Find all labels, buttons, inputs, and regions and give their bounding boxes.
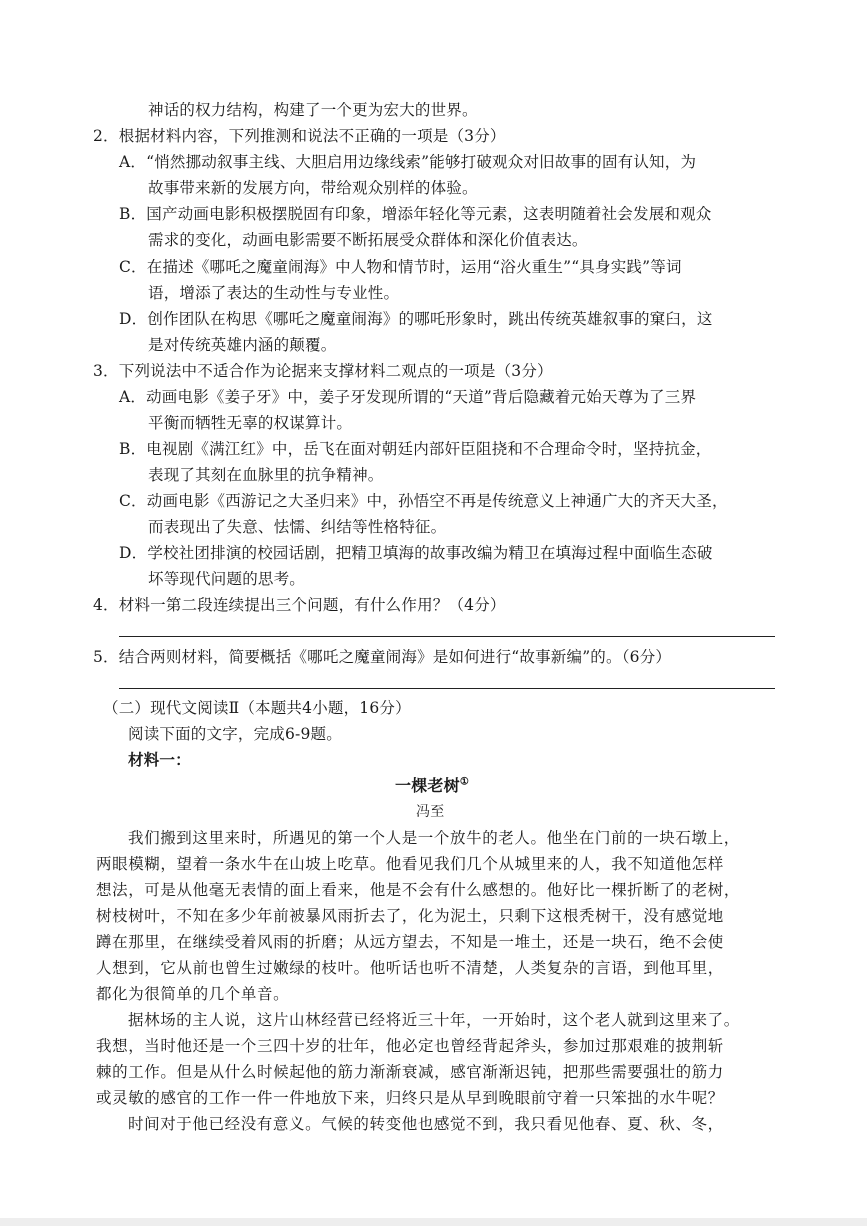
essay-paragraph-line: 蹲在那里，在继续受着风雨的折磨；从远方望去，不知是一堆土，还是一块石，绝不会使	[96, 933, 724, 951]
answer-line-q4	[119, 636, 775, 637]
essay-paragraph-line: 或灵敏的感官的工作一件一件地放下来，归终只是从早到晚眼前守着一只笨拙的水牛呢？	[96, 1089, 724, 1107]
essay-paragraph-line: 我想，当时他还是一个三四十岁的壮年，他必定也曾经背起斧头，参加过那艰难的披荆斩	[96, 1037, 724, 1055]
essay-paragraph-line: 都化为很简单的几个单音。	[96, 985, 290, 1003]
question-5-stem: 5．结合两则材料，简要概括《哪吒之魔童闹海》是如何进行“故事新编”的。（6分）	[93, 648, 672, 666]
essay-paragraph-line: 时间对于他已经没有意义。气候的转变他也感觉不到，我只看见他春、夏、秋、冬，	[128, 1115, 724, 1133]
essay-author: 冯至	[416, 804, 445, 820]
question-2-option-c: C．在描述《哪吒之魔童闹海》中人物和情节时，运用“浴火重生”“具身实践”等词	[119, 258, 682, 276]
question-2-option-c-cont: 语，增添了表达的生动性与专业性。	[148, 284, 400, 302]
page-bottom-band	[0, 1218, 867, 1226]
question-3-option-c: C．动画电影《西游记之大圣归来》中，孙悟空不再是传统意义上神通广大的齐天大圣，	[119, 492, 728, 510]
question-2-option-a-cont: 故事带来新的发展方向，带给观众别样的体验。	[148, 179, 478, 197]
question-3-option-d: D．学校社团排演的校园话剧，把精卫填海的故事改编为精卫在填海过程中面临生态破	[119, 544, 713, 562]
answer-line-q5	[119, 688, 775, 689]
question-3-option-c-cont: 而表现出了失意、怯懦、纠结等性格特征。	[148, 518, 447, 536]
material-label: 材料一：	[128, 750, 191, 769]
essay-paragraph-line: 我们搬到这里来时，所遇见的第一个人是一个放牛的老人。他坐在门前的一块石墩上，	[128, 829, 740, 847]
question-3-option-b-cont: 表现了其刻在血脉里的抗争精神。	[148, 466, 384, 484]
question-3-option-b: B．电视剧《满江红》中，岳飞在面对朝廷内部奸臣阻挠和不合理命令时，坚持抗金，	[119, 440, 712, 458]
essay-paragraph-line: 棘的工作。但是从什么时候起他的筋力渐渐衰减，感官渐渐迟钝，把那些需要强壮的筋力	[96, 1063, 724, 1081]
question-2-option-a: A．“悄然挪动叙事主线、大胆启用边缘线索”能够打破观众对旧故事的固有认知，为	[119, 153, 697, 171]
q1-option-d-continuation: 神话的权力结构，构建了一个更为宏大的世界。	[148, 101, 478, 119]
question-3-option-d-cont: 坏等现代问题的思考。	[148, 570, 306, 588]
question-2-option-d: D．创作团队在构思《哪吒之魔童闹海》的哪吒形象时，跳出传统英雄叙事的窠臼，这	[119, 310, 713, 328]
question-2-option-d-cont: 是对传统英雄内涵的颠覆。	[148, 336, 337, 354]
section-2-instruction: 阅读下面的文字，完成6-9题。	[128, 725, 342, 743]
section-2-header: （二）现代文阅读Ⅱ（本题共4小题，16分）	[103, 699, 411, 717]
essay-title: 一棵老树	[395, 776, 460, 795]
question-3-stem: 3．下列说法中不适合作为论据来支撑材料二观点的一项是（3分）	[93, 362, 553, 380]
question-3-option-a-cont: 平衡而牺牲无辜的权谋算计。	[148, 414, 353, 432]
question-2-option-b: B．国产动画电影积极摆脱固有印象，增添年轻化等元素，这表明随着社会发展和观众	[119, 205, 712, 223]
essay-paragraph-line: 两眼模糊，望着一条水牛在山坡上吃草。他看见我们几个从城里来的人，我不知道他怎样	[96, 855, 724, 873]
essay-paragraph-line: 树枝树叶，不知在多少年前被暴风雨折去了，化为泥土，只剩下这根秃树干，没有感觉地	[96, 907, 724, 925]
footnote-marker: ①	[459, 776, 469, 788]
question-2-stem: 2．根据材料内容，下列推测和说法不正确的一项是（3分）	[93, 127, 506, 145]
essay-title-wrap	[395, 775, 469, 797]
question-2-option-b-cont: 需求的变化，动画电影需要不断拓展受众群体和深化价值表达。	[148, 231, 588, 249]
essay-paragraph-line: 人想到，它从前也曾生过嫩绿的枝叶。他听话也听不清楚，人类复杂的言语，到他耳里，	[96, 959, 724, 977]
question-4-stem: 4．材料一第二段连续提出三个问题，有什么作用？（4分）	[93, 596, 506, 614]
essay-paragraph-line: 据林场的主人说，这片山林经营已经将近三十年，一开始时，这个老人就到这里来了。	[128, 1011, 740, 1029]
essay-paragraph-line: 想法，可是从他毫无表情的面上看来，他是不会有什么感想的。他好比一棵折断了的老树，	[96, 881, 741, 899]
question-3-option-a: A．动画电影《姜子牙》中，姜子牙发现所谓的“天道”背后隐藏着元始天尊为了三界	[119, 388, 697, 406]
